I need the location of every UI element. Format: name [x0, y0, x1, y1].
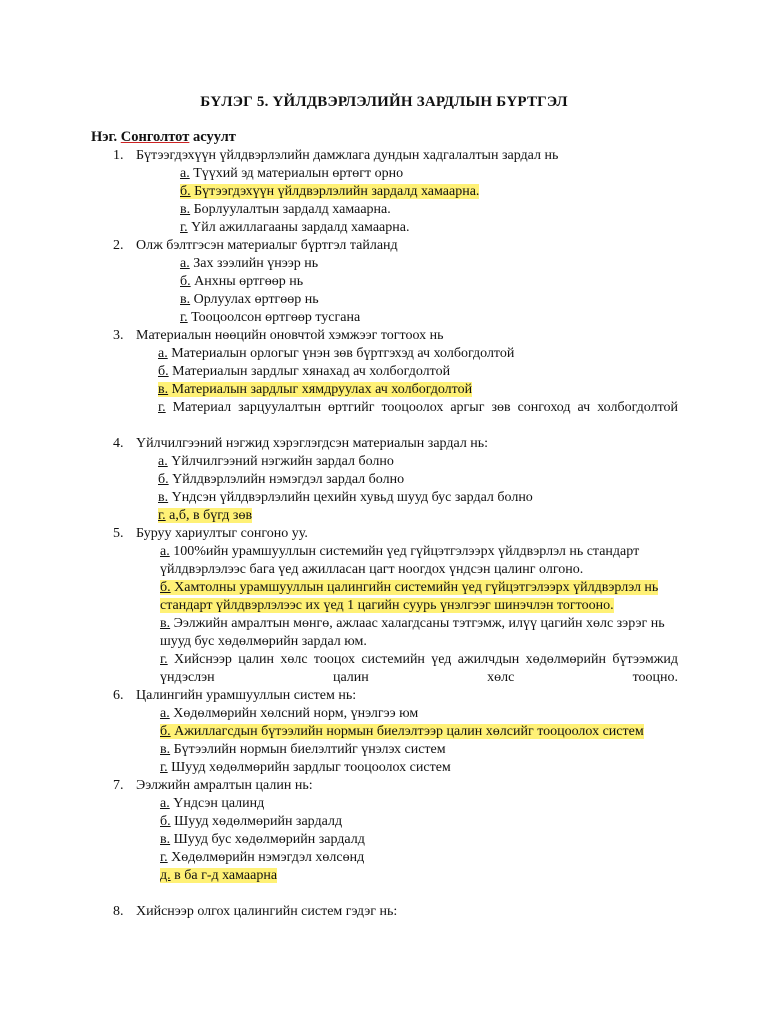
question-text: Буруу хариултыг сонгоно уу.	[136, 526, 308, 541]
q4-option-a: а. Үйлчилгээний нэгжийн зардал болно	[158, 454, 394, 469]
q6-option-b: б. Ажиллагсдын бүтээлийн нормын биелэлтээр цалин хөлсийг тооцоолох систем	[160, 724, 644, 739]
q7-option-b: б. Шууд хөдөлмөрийн зардалд	[160, 814, 343, 829]
q7-option-a: а. Үндсэн цалинд	[160, 796, 265, 811]
question-text: Үйлчилгээний нэгжид хэрэглэгдсэн материалын зардал нь:	[136, 436, 489, 451]
q2-option-b: б. Анхны өртгөөр нь	[180, 274, 304, 289]
q1-option-c: в. Борлуулалтын зардалд хамаарна.	[180, 202, 391, 217]
q3-option-b: б. Материалын зардлыг хянахад ач холбогдолтой	[158, 364, 451, 379]
q1-option-a: а. Түүхий эд материалын өртөгт орно	[180, 166, 404, 181]
question-text: Ээлжийн амралтын цалин нь:	[136, 778, 313, 793]
q7-option-e: д. в ба г-д хамаарна	[160, 868, 278, 883]
section-underlined-word: Сонголтот	[120, 129, 190, 145]
q6-option-a: а. Хөдөлмөрийн хөлсний норм, үнэлгээ юм	[160, 706, 419, 721]
q3-option-a: а. Материалын орлогыг үнэн зөв бүртгэхэд ач холбогдолтой	[158, 346, 515, 361]
question-text: Цалингийн урамшууллын систем нь:	[136, 688, 357, 703]
question-number: 6.	[113, 688, 124, 703]
q7-option-d: г. Хөдөлмөрийн нэмэгдэл хөлсөнд	[160, 850, 365, 865]
question-text: Бүтээгдэхүүн үйлдвэрлэлийн дамжлага дундын хадгалалтын зардал нь	[136, 148, 559, 163]
question-number: 2.	[113, 238, 124, 253]
q4-option-b: б. Үйлдвэрлэлийн нэмэгдэл зардал болно	[158, 472, 405, 487]
q5-option-c: в. Ээлжийн амралтын мөнгө, ажлаас халагдсаны тэтгэмж, илүү цагийн хөлс зэрэг нь шууд бус хөдөлмөрийн зардал юм.	[160, 616, 665, 649]
section-suffix: асуулт	[189, 129, 236, 145]
q4-option-c: в. Үндсэн үйлдвэрлэлийн цехийн хувьд шууд бус зардал болно	[158, 490, 533, 505]
question-text: Материалын нөөцийн оновчтой хэмжээг тогтоох нь	[136, 328, 444, 343]
question-number: 5.	[113, 526, 124, 541]
question-number: 1.	[113, 148, 124, 163]
q6-option-d: г. Шууд хөдөлмөрийн зардлыг тооцоолох систем	[160, 760, 451, 775]
q2-option-d: г. Тооцоолсон өртгөөр тусгана	[180, 310, 361, 325]
chapter-title: БҮЛЭГ 5. ҮЙЛДВЭРЛЭЛИЙН ЗАРДЛЫН БҮРТГЭЛ	[200, 94, 568, 110]
q5-option-d: г. Хийснээр цалин хөлс тооцох системийн үед ажилчдын хөдөлмөрийн бүтээмжид үндэслэн цалин хөлс тооцно.	[160, 652, 678, 685]
q5-option-b: б. Хамтолны урамшууллын цалингийн системийн үед гүйцэтгэлээрх үйлдвэрлэл нь стандарт үйлдвэрлэлээс их үед 1 цагийн суурь үнэлгээг шинэчлэн тогтооно.	[160, 580, 659, 613]
question-number: 7.	[113, 778, 124, 793]
q4-option-d: г. а,б, в бүгд зөв	[158, 508, 253, 523]
q7-option-c: в. Шууд бус хөдөлмөрийн зардалд	[160, 832, 365, 847]
q3-option-c: в. Материалын зардлыг хямдруулах ач холбогдолтой	[158, 382, 473, 397]
question-number: 4.	[113, 436, 124, 451]
q2-option-c: в. Орлуулах өртгөөр нь	[180, 292, 319, 307]
q3-option-d: г. Материал зарцуулалтын өртгийг тооцоолох аргыг зөв сонгоход ач холбогдолтой	[158, 400, 678, 415]
section-heading	[91, 129, 236, 146]
question-text: Олж бэлтгэсэн материалыг бүртгэл тайланд	[136, 238, 398, 253]
question-number: 8.	[113, 904, 124, 919]
question-text: Хийснээр олгох цалингийн систем гэдэг нь:	[136, 904, 398, 919]
section-prefix: Нэг.	[91, 129, 121, 145]
q5-option-a: а. 100%ийн урамшууллын системийн үед гүйцэтгэлээрх үйлдвэрлэл нь стандарт үйлдвэрлэлээс бага үед ажилласан цагт ноогдох үндсэн цалинг олгоно.	[160, 544, 640, 577]
q1-option-d: г. Үйл ажиллагааны зардалд хамаарна.	[180, 220, 410, 235]
question-number: 3.	[113, 328, 124, 343]
q2-option-a: а. Зах зээлийн үнээр нь	[180, 256, 319, 271]
q6-option-c: в. Бүтээлийн нормын биелэлтийг үнэлэх систем	[160, 742, 446, 757]
q1-option-b: б. Бүтээгдэхүүн үйлдвэрлэлийн зардалд хамаарна.	[180, 184, 480, 199]
